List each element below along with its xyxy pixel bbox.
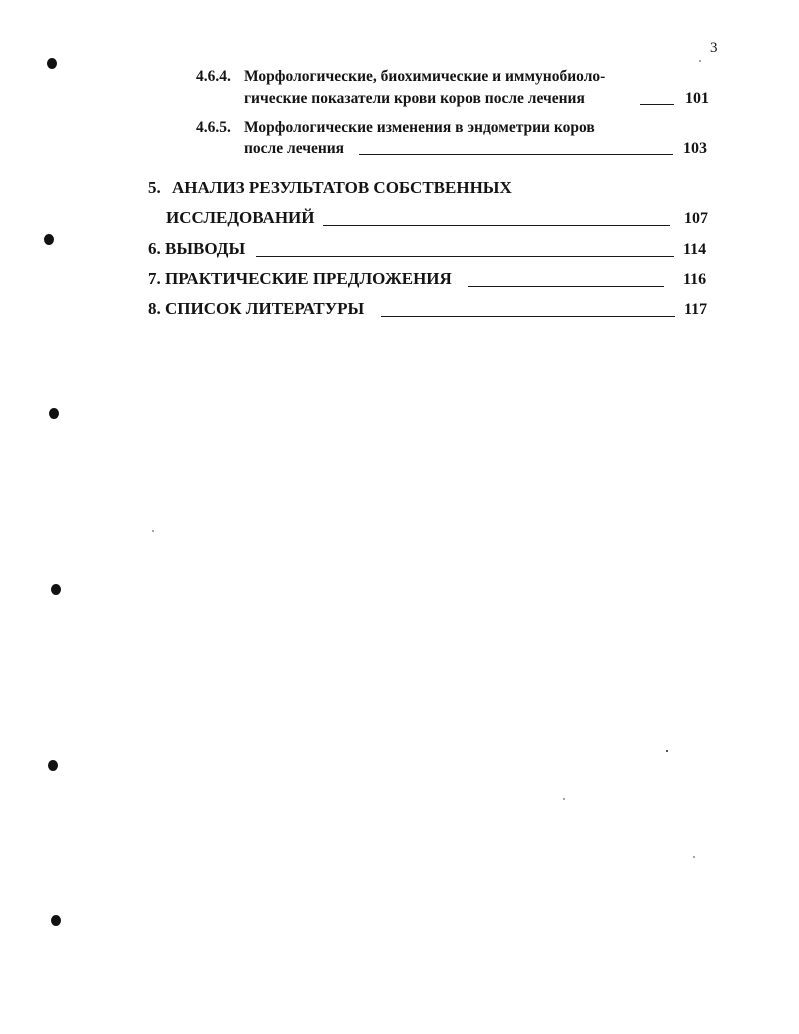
scan-speck [693,856,695,858]
toc-entry-title: 6. ВЫВОДЫ [148,239,246,258]
toc-page-number: 117 [684,301,708,318]
punch-hole-2 [44,234,54,245]
toc-page-number: 103 [683,140,707,157]
toc-page-number: 114 [683,241,707,258]
toc-page-number: 101 [685,90,709,107]
page-number: 3 [710,40,718,56]
toc-entry-title: 7. ПРАКТИЧЕСКИЕ ПРЕДЛОЖЕНИЯ [148,269,452,288]
toc-leader-line [256,256,674,257]
toc-entry-title-line1: АНАЛИЗ РЕЗУЛЬТАТОВ СОБСТВЕННЫХ [172,178,512,197]
scan-speck [699,60,701,62]
toc-entry-number: 4.6.4. [196,68,231,85]
punch-hole-5 [48,760,58,771]
toc-entry-number: 4.6.5. [196,119,231,136]
toc-entry-title-line2: ИССЛЕДОВАНИЙ [166,208,315,227]
punch-hole-1 [47,58,57,69]
toc-leader-line [359,154,673,155]
toc-leader-line [323,225,670,226]
toc-entry-number: 5. [148,178,161,197]
scan-speck [666,750,668,752]
punch-hole-3 [49,408,59,419]
toc-leader-line [640,104,674,105]
toc-entry-title-line2: гические показатели крови коров после лечения [244,90,585,107]
toc-leader-line [468,286,664,287]
toc-entry-title-line1: Морфологические, биохимические и иммунобиоло- [244,68,606,85]
toc-page-number: 107 [684,210,708,227]
punch-hole-4 [51,584,61,595]
toc-page-number: 116 [683,271,707,288]
toc-entry-title-line1: Морфологические изменения в эндометрии коров [244,119,595,136]
toc-entry-title-line2: после лечения [244,140,345,157]
toc-entry-title: 8. СПИСОК ЛИТЕРАТУРЫ [148,299,365,318]
scan-speck [152,530,154,532]
toc-leader-line [381,316,675,317]
scan-speck [563,798,565,800]
punch-hole-6 [51,915,61,926]
